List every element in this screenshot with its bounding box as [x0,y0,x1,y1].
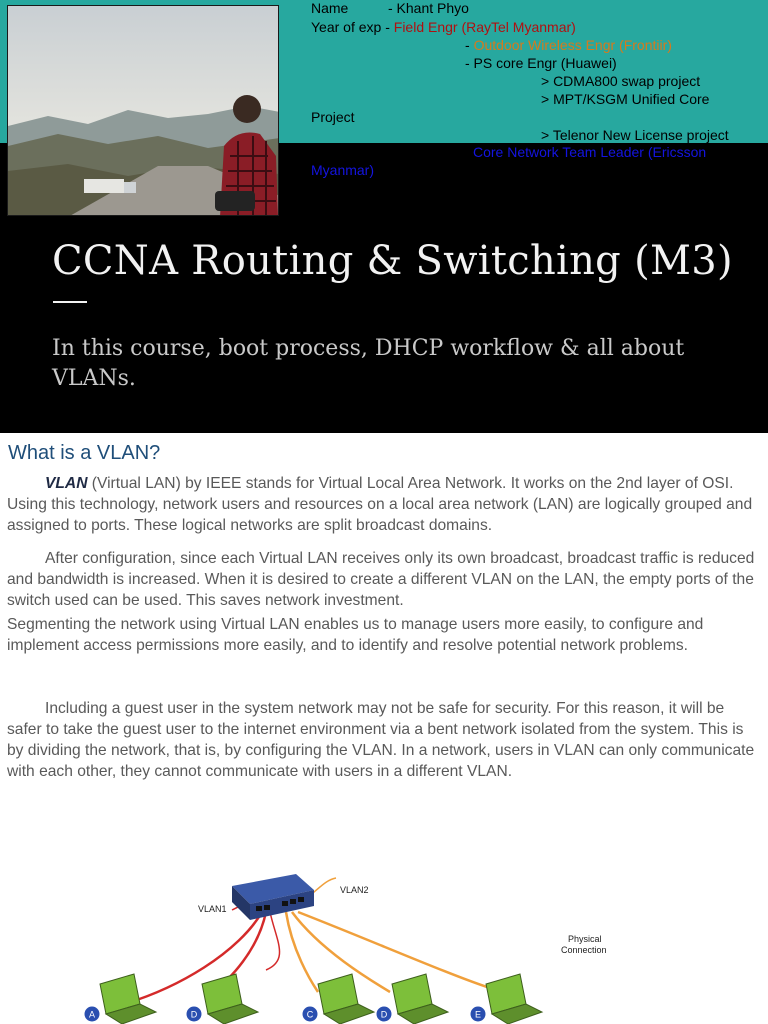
node-label: D [380,1009,388,1020]
laptop-1 [100,974,156,1024]
connection-label: Connection [561,945,607,955]
exp-outdoor-wireless: Outdoor Wireless Engr (Frontiir) [473,37,672,53]
vlan2-label: VLAN2 [340,885,369,895]
physical-label: Physical [568,934,602,944]
exp-field-engr: Field Engr (RayTel Myanmar) [393,19,576,35]
paragraph-3: Segmenting the network using Virtual LAN enables us to manage users more easily, to configure and implement access permissions more easily, and to identify and resolve potential network problems. [7,616,704,654]
laptop-3 [318,974,374,1024]
node-label: E [474,1009,482,1020]
paragraph-1 [7,473,759,536]
course-title: CCNA Routing & Switching (M3) [52,238,733,284]
project-telenor: > Telenor New License project [541,127,729,143]
vlan1-label: VLAN1 [198,904,227,914]
profile-photo [7,5,279,216]
node-a-badge [84,1006,100,1022]
course-subtitle: In this course, boot process, DHCP workflow & all about VLANs. [52,336,685,391]
laptop-5 [486,974,542,1024]
project-cdma800: > CDMA800 swap project [541,73,701,89]
exp-dash: - [465,37,474,53]
node-d-badge [376,1006,392,1022]
name-value: - Khant Phyo [388,0,469,16]
node-label: D [190,1009,198,1020]
ericsson-company: Myanmar) [311,162,375,178]
vlan2-cables [286,878,490,992]
node-d-badge [186,1006,202,1022]
ericsson-role: Core Network Team Leader (Ericsson [473,144,707,160]
name-label: Name [311,0,349,16]
vlan-network-diagram [0,860,768,1024]
paragraph-2: After configuration, since each Virtual LAN receives only its own broadcast, broadcast traffic is reduced and bandwidth is increased. When it is desired to create a different VLAN on the LAN, the empty ports of the switch used can be used. This saves network investment. [7,550,755,609]
vlan-term: VLAN [45,475,88,492]
project-mpt-ksgm: > MPT/KSGM Unified Core [541,91,710,107]
year-label: Year of exp - [311,19,394,35]
node-label: C [306,1009,314,1020]
node-e-badge [470,1006,486,1022]
section-heading: What is a VLAN? [8,442,161,464]
laptop-4 [392,974,448,1024]
exp-ps-core: - PS core Engr (Huawei) [465,55,617,71]
paragraph-1-text: (Virtual LAN) by IEEE stands for Virtual Local Area Network. It works on the 2nd layer of OSI. Using this technology, network users and resources on a local area network (LAN) are logically grouped and assigned to ports. These logical networks are split broadcast domains. [7,475,753,534]
node-label: A [88,1009,96,1020]
node-c-badge [302,1006,318,1022]
project-word: Project [311,109,355,125]
title-divider [53,301,87,303]
laptop-2 [202,974,258,1024]
paragraph-4: Including a guest user in the system network may not be safe for security. For this reason, it will be safer to take the guest user to the internet environment via a bent network isolated from the system. This is by dividing the network, that is, by configuring the VLAN. In a network, users in VLAN can only communicate with each other, they cannot communicate with users in a different VLAN. [7,700,755,780]
